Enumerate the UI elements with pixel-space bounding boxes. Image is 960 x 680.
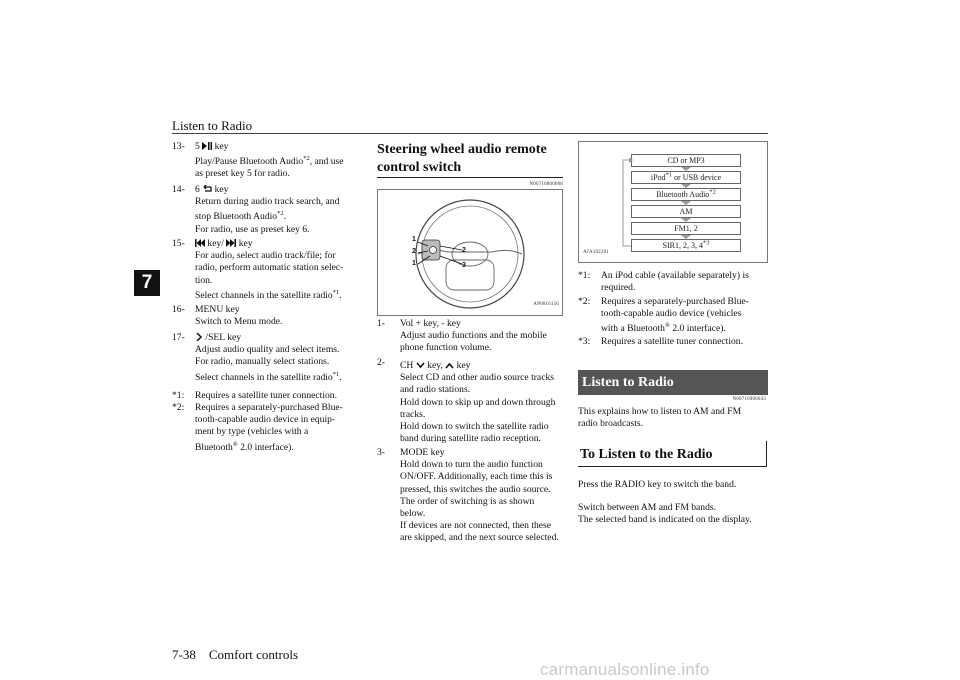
- figure-code: AP0016156: [533, 301, 559, 307]
- diagram-code: AJA102201: [583, 249, 609, 255]
- loop-back-arrow-icon: [619, 158, 743, 252]
- steering-wheel-icon: [378, 190, 562, 315]
- callout-2b: 2: [462, 247, 466, 254]
- callout-1b: 1: [412, 260, 416, 267]
- sub-heading-box: To Listen to the Radio: [578, 441, 767, 467]
- callout-2a: 2: [412, 248, 416, 255]
- callout-1a: 1: [412, 236, 416, 243]
- section-heading-steering: Steering wheel audio remote control switch: [377, 142, 547, 175]
- watermark-text: carmanualsonline.info: [540, 660, 710, 679]
- chevron-up-icon: [445, 362, 454, 369]
- section-code: N00716800068: [529, 182, 563, 187]
- skip-back-icon: [195, 239, 205, 247]
- header-divider: [172, 133, 768, 134]
- mode-fm: FM1, 2: [631, 222, 741, 235]
- step-text: Press the RADIO key to switch the band. Switch between AM and FM bands. The selected band is indicated on the display.: [578, 479, 752, 526]
- chevron-down-icon: [416, 362, 425, 369]
- chevron-right-icon: [195, 333, 203, 341]
- page-footer: 7-38 Comfort controls: [172, 647, 299, 662]
- play-pause-icon: [202, 142, 212, 150]
- left-column: 13- 5 key Play/Pause Bluetooth Audio$^{*2}$, and use as preset key 5 for radio. 14- 6 key Return during audio track search, and stop Bluetooth Audio$^{*2}$. For radio, use as preset key 6. 15- key/ key For audio, select audio track/file; for radio, perform automatic station selec- tion. Select channels in the satellite radio$^{*1}$. 16- MENU key Switch to Menu mode. 17- /SEL key Adjust audio quality and select items. For radio, manually select stations. Select channels in the satellite radio$^{*1}$. *1: Requires a satellite tuner connection. *2: Requires a separately-purchased Blue- tooth-capable audio device in equip- ment by type (vehicles with a Bluetooth® 2.0 interface).: [172, 141, 344, 453]
- mode-bluetooth-audio: Bluetooth Audio$^{*2}$: [631, 188, 741, 201]
- return-arrow-icon: [202, 185, 212, 193]
- intro-paragraph: This explains how to listen to AM and FM radio broadcasts.: [578, 406, 742, 430]
- mode-cd-mp3: CD or MP3: [631, 154, 741, 167]
- section-code: N00716900043: [732, 397, 766, 402]
- section-title-band: Listen to Radio: [578, 370, 768, 395]
- skip-forward-icon: [226, 239, 236, 247]
- mode-order-diagram: [578, 141, 768, 263]
- mode-sir: SIR1, 2, 3, 4$^{*3}$: [631, 239, 741, 252]
- page-title: Listen to Radio: [172, 118, 253, 133]
- mode-am: AM: [631, 205, 741, 218]
- middle-column: Steering wheel audio remote control switch N00716800068 1 2 1 2 3 AP0016156 1- Vol + key, - key Adjust audio functions and the mobile phone function volume. 2- CH key, key Select CD and other audio source tracks and radio stations. Hold down to skip up and down through tracks. Hold down to switch the satellite radio band during satellite radio reception. 3- MODE key Hold down to turn the audio function ON/OFF. Additionally, each time this is pressed, this switches the audio source. The order of switching is as shown below. If devices are not connected, then these are skipped, and the next source selected.: [377, 142, 563, 544]
- mode-ipod-usb: iPod$^{*1}$ or USB device: [631, 171, 741, 184]
- right-column: CD or MP3 iPod$^{*1}$ or USB device Bluetooth Audio$^{*2}$ AM FM1, 2 SIR1, 2, 3, 4$^{*3}$ AJA102201 *1: An iPod cable (available separately) is required. *2: Requires a separately-purchased Blue- tooth-capable audio device (vehicles with a Bluetooth® 2.0 interface). *3: Requires a satellite tuner connection. Listen to Radio N00716900043 This explains how to listen to AM and FM radio broadcasts. To Listen to the Radio Press the RADIO key to switch the band. Switch between AM and FM bands. The selected band is indicated on the display.: [578, 141, 768, 541]
- callout-3: 3: [462, 262, 466, 269]
- heading-rule: [377, 177, 563, 178]
- chapter-tab: 7: [134, 270, 160, 296]
- steering-wheel-figure: [377, 189, 563, 316]
